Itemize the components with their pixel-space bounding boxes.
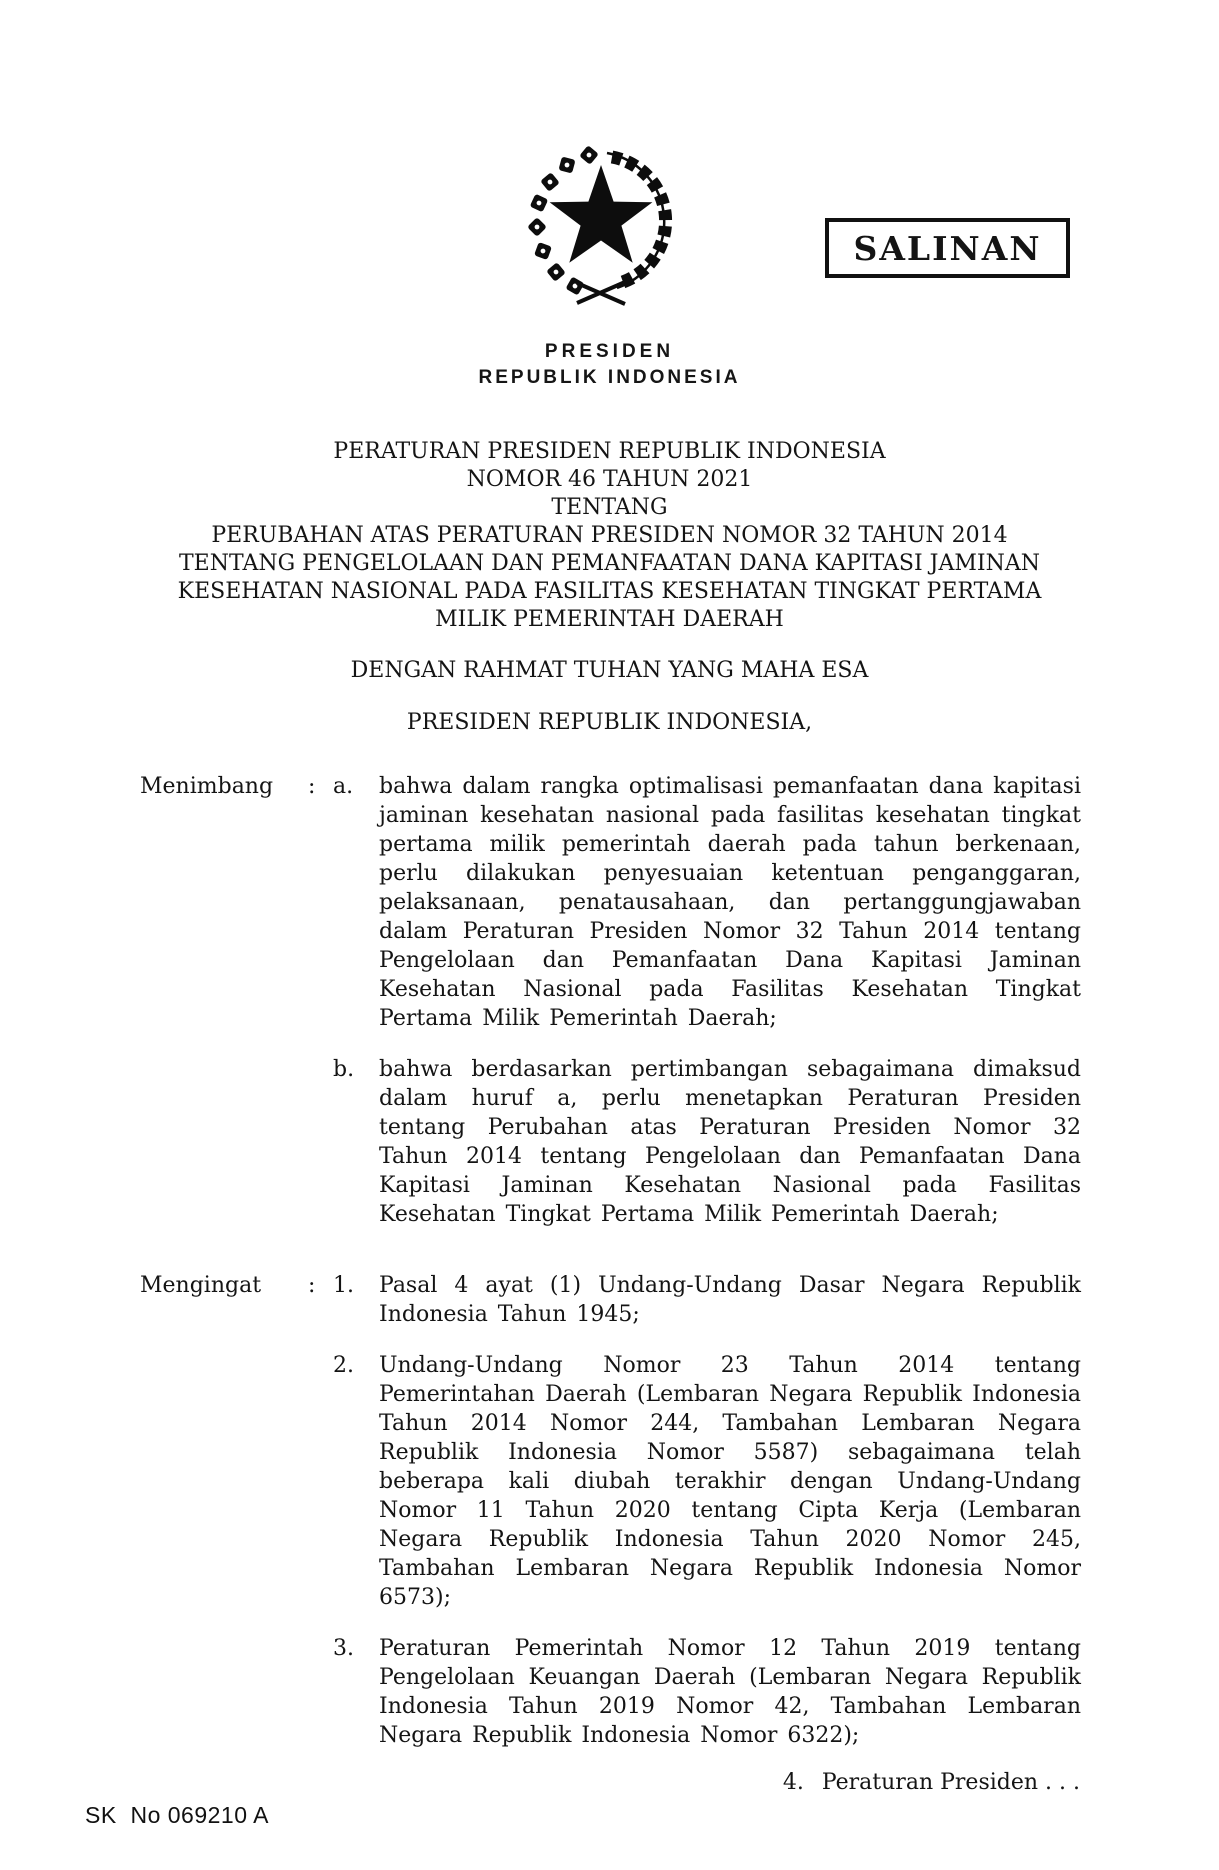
section-label: Mengingat bbox=[140, 1273, 262, 1298]
title-line: TENTANG PENGELOLAAN DAN PEMANFAATAN DANA KAPITASI JAMINAN bbox=[178, 551, 1040, 576]
regulation-title bbox=[0, 438, 1219, 634]
preamble-president-line: PRESIDEN REPUBLIK INDONESIA, bbox=[406, 710, 813, 735]
doc-control-code: SK No 069210 A bbox=[85, 1802, 269, 1828]
item-marker: a. bbox=[333, 774, 354, 799]
salinan-stamp-label: SALINAN bbox=[853, 228, 1042, 268]
catchword-marker: 4. bbox=[782, 1770, 804, 1795]
title-line: KESEHATAN NASIONAL PADA FASILITAS KESEHATAN TINGKAT PERTAMA bbox=[177, 579, 1042, 604]
catchword-text: Peraturan Presiden . . . bbox=[821, 1770, 1080, 1795]
item-marker: b. bbox=[333, 1057, 355, 1082]
title-line: MILIK PEMERINTAH DAERAH bbox=[435, 607, 784, 632]
title-line: TENTANG bbox=[551, 495, 668, 520]
section-mengingat bbox=[140, 1271, 1081, 1750]
section-menimbang bbox=[140, 772, 1081, 1229]
letterhead-presiden: PRESIDEN bbox=[544, 341, 675, 362]
item-text: bahwa berdasarkan pertimbangan sebagaimana dimaksud dalam huruf a, perlu menetapkan Peraturan Presiden tentang Perubahan atas Peraturan Presiden Nomor 32 Tahun 2014 tentang Pengelolaan dan Pemanfaatan Dana Kapitasi Jaminan Kesehatan Nasional pada Fasilitas Kesehatan Tingkat Pertama Milik Pemerintah Daerah; bbox=[379, 1057, 1081, 1227]
title-line: NOMOR 46 TAHUN 2021 bbox=[466, 467, 753, 492]
considering-item-b bbox=[140, 1055, 1081, 1229]
recalling-item-2 bbox=[140, 1351, 1081, 1612]
salinan-stamp bbox=[825, 218, 1070, 278]
recalling-item-3 bbox=[140, 1634, 1081, 1750]
title-line: PERUBAHAN ATAS PERATURAN PRESIDEN NOMOR 32 TAHUN 2014 bbox=[211, 523, 1008, 548]
title-line: PERATURAN PRESIDEN REPUBLIK INDONESIA bbox=[333, 439, 886, 464]
document-body bbox=[140, 772, 1081, 1750]
item-text: bahwa dalam rangka optimalisasi pemanfaatan dana kapitasi jaminan kesehatan nasional pada fasilitas kesehatan tingkat pertama milik pemerintah daerah pada tahun berkenaan, perlu dilakukan penyesuaian ketentuan penganggaran, pelaksanaan, penatausahaan, dan pertanggungjawaban dalam Peraturan Presiden Nomor 32 Tahun 2014 tentang Pengelolaan dan Pemanfaatan Dana Kapitasi Jaminan Kesehatan Nasional pada Fasilitas Kesehatan Tingkat Pertama Milik Pemerintah Daerah; bbox=[379, 774, 1081, 1031]
considering-item-a bbox=[140, 772, 1081, 1033]
preamble-grace-line: DENGAN RAHMAT TUHAN YANG MAHA ESA bbox=[350, 658, 869, 683]
section-colon: : bbox=[308, 1273, 316, 1298]
section-label: Menimbang bbox=[140, 774, 274, 799]
item-marker: 2. bbox=[333, 1353, 354, 1378]
item-text: Undang-Undang Nomor 23 Tahun 2014 tentang Pemerintahan Daerah (Lembaran Negara Republik Indonesia Tahun 2014 Nomor 244, Tambahan Lembaran Negara Republik Indonesia Nomor 5587) sebagaimana telah beberapa kali diubah terakhir dengan Undang-Undang Nomor 11 Tahun 2020 tentang Cipta Kerja (Lembaran Negara Republik Indonesia Tahun 2020 Nomor 245, Tambahan Lembaran Negara Republik Indonesia Nomor 6573); bbox=[379, 1353, 1081, 1610]
catchword bbox=[755, 1745, 1080, 1820]
item-marker: 3. bbox=[333, 1636, 354, 1661]
item-text: Peraturan Pemerintah Nomor 12 Tahun 2019 tentang Pengelolaan Keuangan Daerah (Lembaran Negara Republik Indonesia Tahun 2019 Nomor 42, Tambahan Lembaran Negara Republik Indonesia Nomor 6322); bbox=[379, 1636, 1081, 1748]
letterhead bbox=[0, 340, 1219, 391]
star-wreath-emblem-icon bbox=[517, 133, 685, 318]
section-colon: : bbox=[308, 774, 316, 799]
recalling-item-1 bbox=[140, 1271, 1081, 1329]
letterhead-republik-indonesia: REPUBLIK INDONESIA bbox=[478, 367, 741, 388]
item-marker: 1. bbox=[333, 1273, 354, 1298]
item-text: Pasal 4 ayat (1) Undang-Undang Dasar Negara Republik Indonesia Tahun 1945; bbox=[379, 1273, 1081, 1327]
